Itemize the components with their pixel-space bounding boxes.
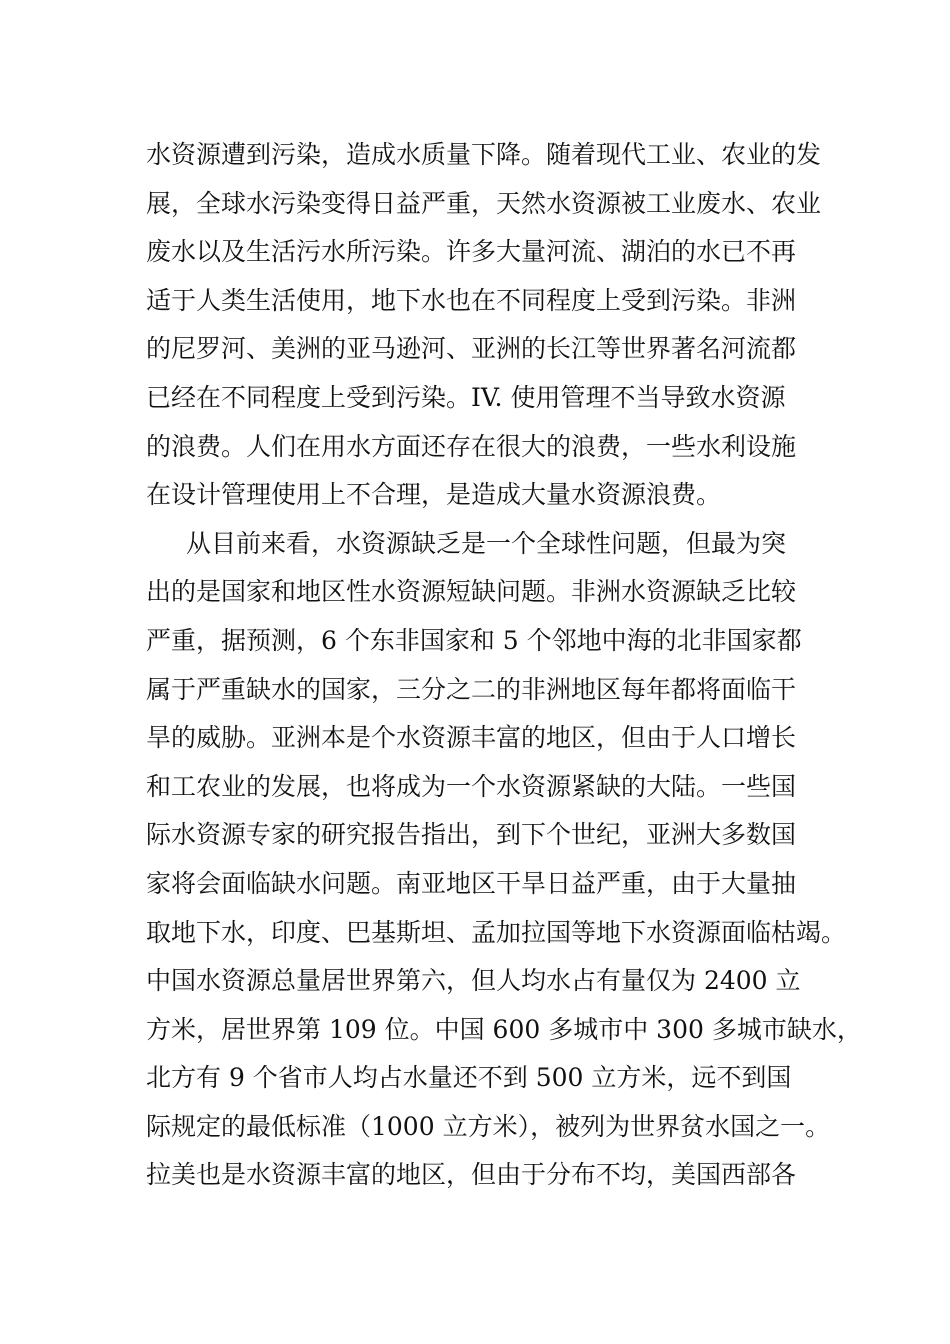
- text-line: 际水资源专家的研究报告指出，到下个世纪，亚洲大多数国: [146, 820, 797, 850]
- text-line: 方米，居世界第 109 位。中国 600 多城市中 300 多城市缺水，: [146, 1014, 862, 1044]
- text-line: 出的是国家和地区性水资源短缺问题。非洲水资源缺乏比较: [146, 577, 797, 607]
- text-line: 旱的威胁。亚洲本是个水资源丰富的地区，但由于人口增长: [146, 723, 797, 753]
- text-line: 的尼罗河、美洲的亚马逊河、亚洲的长江等世界著名河流都: [146, 334, 797, 364]
- text-line: 和工农业的发展，也将成为一个水资源紧缺的大陆。一些国: [146, 771, 797, 801]
- text-line: 际规定的最低标准（1000 立方米），被列为世界贫水国之一。: [146, 1111, 831, 1141]
- text-line: 适于人类生活使用，地下水也在不同程度上受到污染。非洲: [146, 285, 797, 315]
- text-line: 在设计管理使用上不合理，是造成大量水资源浪费。: [146, 480, 722, 510]
- paragraph-first-line: 从目前来看，水资源缺乏是一个全球性问题，但最为突: [186, 528, 787, 558]
- text-line: 拉美也是水资源丰富的地区，但由于分布不均，美国西部各: [146, 1160, 797, 1190]
- text-line: 属于严重缺水的国家，三分之二的非洲地区每年都将面临干: [146, 674, 797, 704]
- text-line: 展，全球水污染变得日益严重，天然水资源被工业废水、农业: [146, 188, 822, 218]
- text-line: 北方有 9 个省市人均占水量还不到 500 立方米，远不到国: [146, 1063, 792, 1093]
- text-line: 家将会面临缺水问题。南亚地区干旱日益严重，由于大量抽: [146, 868, 797, 898]
- text-line: 已经在不同程度上受到污染。IV. 使用管理不当导致水资源: [146, 382, 786, 412]
- text-line: 废水以及生活污水所污染。许多大量河流、湖泊的水已不再: [146, 237, 797, 267]
- text-line: 中国水资源总量居世界第六，但人均水占有量仅为 2400 立: [146, 966, 801, 996]
- text-line: 取地下水，印度、巴基斯坦、孟加拉国等地下水资源面临枯竭。: [146, 917, 847, 947]
- text-line: 水资源遭到污染，造成水质量下降。随着现代工业、农业的发: [146, 140, 822, 169]
- text-line: 严重，据预测，6 个东非国家和 5 个邻地中海的北非国家都: [146, 625, 802, 655]
- text-line: 的浪费。人们在用水方面还存在很大的浪费，一些水利设施: [146, 431, 797, 461]
- body-text: [146, 131, 862, 1200]
